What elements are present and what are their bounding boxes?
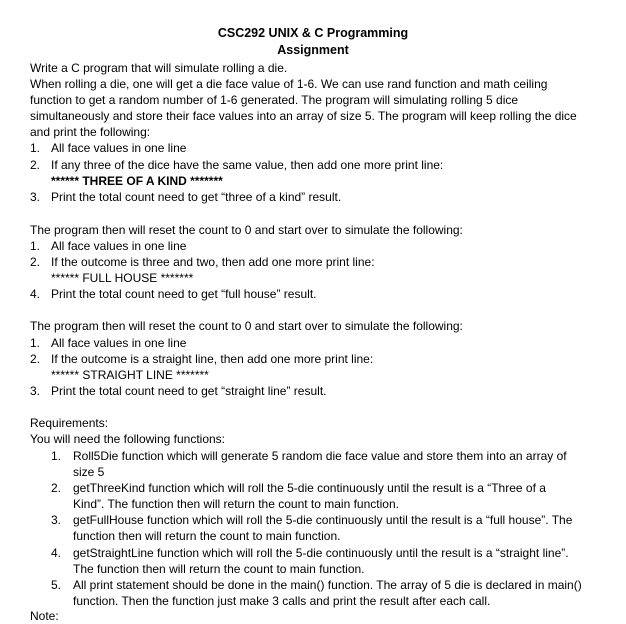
list-item: All face values in one line	[51, 239, 187, 253]
list-number: 1.	[30, 239, 41, 253]
req-line: getFullHouse function which will roll the 5-die continuously until the result is a “full house”. The	[73, 513, 573, 527]
req-line: The function then will return the count to main function.	[73, 562, 365, 576]
list-item: Print the total count need to get “three of a kind” result.	[51, 190, 342, 204]
print-line-full-house: ****** FULL HOUSE *******	[51, 271, 194, 285]
list-item: If the outcome is a straight line, then add one more print line:	[51, 352, 374, 366]
list-item: Print the total count need to get “full house” result.	[51, 287, 317, 301]
req-number: 2.	[51, 481, 62, 495]
list-number: 3.	[30, 190, 41, 204]
list-number: 1.	[30, 141, 41, 155]
part3-lead: The program then will reset the count to 0 and start over to simulate the following:	[30, 319, 463, 333]
list-item: If the outcome is three and two, then add one more print line:	[51, 255, 375, 269]
list-number: 2.	[30, 352, 41, 366]
list-item: All face values in one line	[51, 336, 187, 350]
intro-line: Write a C program that will simulate rolling a die.	[30, 61, 288, 75]
list-number: 3.	[30, 384, 41, 398]
intro-line: When rolling a die, one will get a die face value of 1-6. We can use rand function and math ceiling	[30, 77, 548, 91]
req-line: Kind”. The function then will return the count to main function.	[73, 497, 399, 511]
list-item: All face values in one line	[51, 141, 187, 155]
list-number: 2.	[30, 255, 41, 269]
requirements-lead: You will need the following functions:	[30, 432, 226, 446]
list-number: 2.	[30, 158, 41, 172]
page-title: CSC292 UNIX & C Programming	[217, 26, 409, 40]
print-line-straight: ****** STRAIGHT LINE *******	[51, 368, 209, 382]
intro-line: function to get a random number of 1-6 generated. The program will simulating rolling 5 dice	[30, 93, 519, 107]
intro-line: and print the following:	[30, 125, 151, 139]
list-number: 4.	[30, 287, 41, 301]
req-number: 1.	[51, 449, 62, 463]
part2-lead: The program then will reset the count to 0 and start over to simulate the following:	[30, 223, 463, 237]
req-number: 4.	[51, 546, 62, 560]
req-line: function. Then the function just make 3 calls and print the result after each call.	[73, 594, 491, 608]
req-line: getStraightLine function which will roll the 5-die continuously until the result is a “straight line”.	[73, 546, 569, 560]
intro-line: simultaneously and store their face values into an array of size 5. The program will keep rolling the dice	[30, 109, 577, 123]
print-line-three-kind: ****** THREE OF A KIND *******	[51, 174, 223, 188]
list-item: If any three of the dice have the same value, then add one more print line:	[51, 158, 444, 172]
page-subtitle: Assignment	[277, 43, 349, 57]
req-line: All print statement should be done in the main() function. The array of 5 die is declared in main()	[73, 578, 582, 592]
req-line: size 5	[73, 465, 105, 479]
note-heading-cut: Note:	[30, 609, 59, 623]
list-number: 1.	[30, 336, 41, 350]
req-line: Roll5Die function which will generate 5 random die face value and store them into an array of	[73, 449, 567, 463]
req-line: function then will return the count to main function.	[73, 529, 341, 543]
requirements-heading: Requirements:	[30, 416, 109, 430]
list-item: Print the total count need to get “straight line” result.	[51, 384, 327, 398]
req-number: 3.	[51, 513, 62, 527]
req-number: 5.	[51, 578, 62, 592]
req-line: getThreeKind function which will roll the 5-die continuously until the result is a “Three of a	[73, 481, 546, 495]
